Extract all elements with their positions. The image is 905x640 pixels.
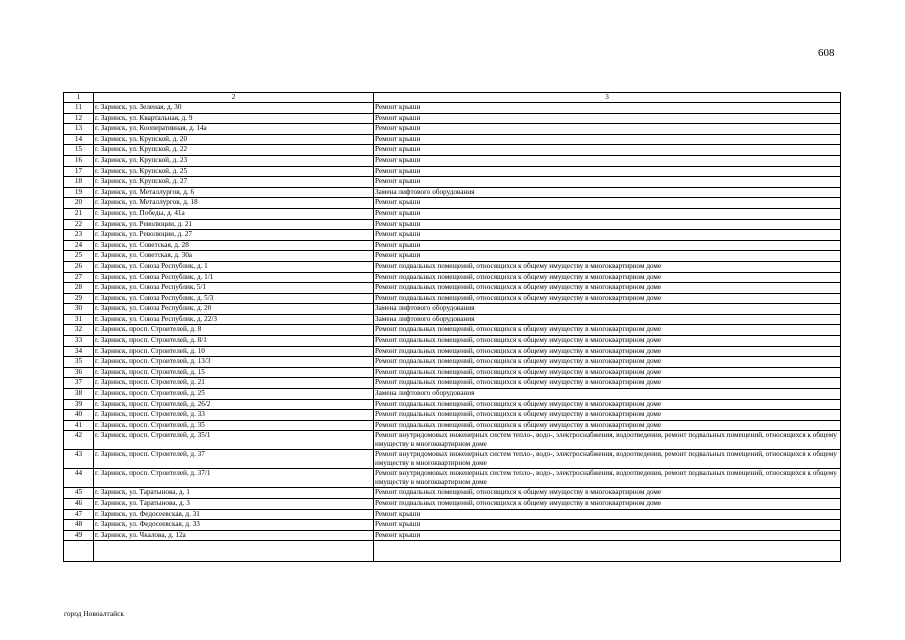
row-address: г. Заринск, ул. Союза Республик, д. 5/3 xyxy=(94,293,374,304)
table-row xyxy=(64,325,841,336)
row-work-type: Ремонт подвальных помещений, относящихся к общему имуществу в многоквартирном доме xyxy=(374,499,841,510)
empty-cell xyxy=(374,541,841,562)
row-work-type: Ремонт крыши xyxy=(374,530,841,541)
row-work-type: Ремонт внутридомовых инженерных систем тепло-, водо-, электроснабжения, водоотведения, ремонт подвальных помещений, относящихся к общему имуществу в многоквартирном доме xyxy=(374,450,841,469)
row-number: 40 xyxy=(64,410,94,421)
row-number: 42 xyxy=(64,431,94,450)
row-address: г. Заринск, ул. Победы, д. 41а xyxy=(94,208,374,219)
row-address: г. Заринск, ул. Таратынова, д. 1 xyxy=(94,488,374,499)
row-number: 16 xyxy=(64,155,94,166)
row-number: 39 xyxy=(64,399,94,410)
table-row xyxy=(64,124,841,135)
table-row xyxy=(64,283,841,294)
row-address: г. Заринск, ул. Крупской, д. 20 xyxy=(94,134,374,145)
row-address: г. Заринск, ул. Революции, д. 27 xyxy=(94,230,374,241)
row-number: 11 xyxy=(64,103,94,114)
row-work-type: Ремонт крыши xyxy=(374,219,841,230)
row-number: 47 xyxy=(64,509,94,520)
table-row xyxy=(64,103,841,114)
row-number: 22 xyxy=(64,219,94,230)
row-work-type: Ремонт подвальных помещений, относящихся к общему имуществу в многоквартирном доме xyxy=(374,378,841,389)
row-number: 33 xyxy=(64,336,94,347)
row-address: г. Заринск, ул. Крупской, д. 27 xyxy=(94,177,374,188)
row-work-type: Ремонт крыши xyxy=(374,208,841,219)
row-work-type: Ремонт подвальных помещений, относящихся к общему имуществу в многоквартирном доме xyxy=(374,420,841,431)
row-address: г. Заринск, просп. Строителей, д. 8/1 xyxy=(94,336,374,347)
table-row xyxy=(64,520,841,531)
table-row xyxy=(64,208,841,219)
row-number: 46 xyxy=(64,499,94,510)
row-address: г. Заринск, ул. Квартальная, д. 9 xyxy=(94,113,374,124)
table-row xyxy=(64,499,841,510)
header-col-3: 3 xyxy=(374,93,841,103)
row-work-type: Ремонт подвальных помещений, относящихся к общему имуществу в многоквартирном доме xyxy=(374,261,841,272)
row-work-type: Замена лифтового оборудования xyxy=(374,304,841,315)
row-work-type: Ремонт крыши xyxy=(374,113,841,124)
table-row xyxy=(64,134,841,145)
row-work-type: Ремонт подвальных помещений, относящихся к общему имуществу в многоквартирном доме xyxy=(374,336,841,347)
row-work-type: Ремонт подвальных помещений, относящихся к общему имуществу в многоквартирном доме xyxy=(374,283,841,294)
row-address: г. Заринск, просп. Строителей, д. 13/3 xyxy=(94,357,374,368)
row-work-type: Ремонт крыши xyxy=(374,230,841,241)
row-number: 26 xyxy=(64,261,94,272)
row-address: г. Заринск, просп. Строителей, д. 15 xyxy=(94,367,374,378)
row-number: 15 xyxy=(64,145,94,156)
row-address: г. Заринск, ул. Федосеевская, д. 31 xyxy=(94,509,374,520)
row-address: г. Заринск, ул. Федосеевская, д. 33 xyxy=(94,520,374,531)
row-address: г. Заринск, ул. Союза Республик, д. 1/1 xyxy=(94,272,374,283)
row-work-type: Ремонт крыши xyxy=(374,240,841,251)
row-work-type: Ремонт подвальных помещений, относящихся к общему имуществу в многоквартирном доме xyxy=(374,293,841,304)
row-address: г. Заринск, просп. Строителей, д. 10 xyxy=(94,346,374,357)
table-row xyxy=(64,145,841,156)
table-row xyxy=(64,488,841,499)
row-work-type: Замена лифтового оборудования xyxy=(374,389,841,400)
table-row xyxy=(64,420,841,431)
table-row xyxy=(64,530,841,541)
row-work-type: Ремонт крыши xyxy=(374,103,841,114)
row-work-type: Ремонт подвальных помещений, относящихся к общему имуществу в многоквартирном доме xyxy=(374,488,841,499)
row-address: г. Заринск, ул. Советская, д. 30а xyxy=(94,251,374,262)
row-number: 28 xyxy=(64,283,94,294)
header-col-1: 1 xyxy=(64,93,94,103)
row-work-type: Ремонт подвальных помещений, относящихся к общему имуществу в многоквартирном доме xyxy=(374,272,841,283)
row-work-type: Ремонт крыши xyxy=(374,251,841,262)
table-row xyxy=(64,272,841,283)
row-number: 31 xyxy=(64,314,94,325)
row-work-type: Ремонт крыши xyxy=(374,509,841,520)
table-row xyxy=(64,336,841,347)
row-work-type: Ремонт крыши xyxy=(374,166,841,177)
row-address: г. Заринск, ул. Союза Республик, д. 22/3 xyxy=(94,314,374,325)
row-work-type: Ремонт крыши xyxy=(374,177,841,188)
row-address: г. Заринск, ул. Крупской, д. 23 xyxy=(94,155,374,166)
table-row xyxy=(64,261,841,272)
row-address: г. Заринск, ул. Крупской, д. 25 xyxy=(94,166,374,177)
table-row xyxy=(64,431,841,450)
row-work-type: Ремонт подвальных помещений, относящихся к общему имуществу в многоквартирном доме xyxy=(374,399,841,410)
row-number: 34 xyxy=(64,346,94,357)
row-number: 29 xyxy=(64,293,94,304)
table-row xyxy=(64,389,841,400)
row-work-type: Замена лифтового оборудования xyxy=(374,314,841,325)
row-work-type: Замена лифтового оборудования xyxy=(374,187,841,198)
row-address: г. Заринск, ул. Революции, д. 21 xyxy=(94,219,374,230)
table-row xyxy=(64,410,841,421)
table-row xyxy=(64,230,841,241)
table-row xyxy=(64,166,841,177)
row-address: г. Заринск, просп. Строителей, д. 33 xyxy=(94,410,374,421)
row-address: г. Заринск, ул. Крупской, д. 22 xyxy=(94,145,374,156)
row-number: 45 xyxy=(64,488,94,499)
table-row xyxy=(64,240,841,251)
row-number: 41 xyxy=(64,420,94,431)
row-number: 21 xyxy=(64,208,94,219)
table-row xyxy=(64,357,841,368)
row-address: г. Заринск, ул. Зеленая, д. 30 xyxy=(94,103,374,114)
row-number: 49 xyxy=(64,530,94,541)
table-row xyxy=(64,155,841,166)
row-work-type: Ремонт подвальных помещений, относящихся к общему имуществу в многоквартирном доме xyxy=(374,367,841,378)
empty-cell xyxy=(94,541,374,562)
repair-register-table xyxy=(63,92,841,562)
row-address: г. Заринск, просп. Строителей, д. 35/1 xyxy=(94,431,374,450)
row-work-type: Ремонт крыши xyxy=(374,145,841,156)
row-work-type: Ремонт крыши xyxy=(374,134,841,145)
row-address: г. Заринск, просп. Строителей, д. 21 xyxy=(94,378,374,389)
row-number: 23 xyxy=(64,230,94,241)
row-address: г. Заринск, ул. Чкалова, д. 12а xyxy=(94,530,374,541)
row-number: 36 xyxy=(64,367,94,378)
table-row xyxy=(64,251,841,262)
row-work-type: Ремонт подвальных помещений, относящихся к общему имуществу в многоквартирном доме xyxy=(374,357,841,368)
row-work-type: Ремонт внутридомовых инженерных систем тепло-, водо-, электроснабжения, водоотведения, ремонт подвальных помещений, относящихся к общему имуществу в многоквартирном доме xyxy=(374,431,841,450)
row-address: г. Заринск, ул. Металлургов, д. 18 xyxy=(94,198,374,209)
row-number: 30 xyxy=(64,304,94,315)
table-row xyxy=(64,450,841,469)
row-number: 24 xyxy=(64,240,94,251)
row-address: г. Заринск, ул. Союза Республик, д. 20 xyxy=(94,304,374,315)
row-number: 20 xyxy=(64,198,94,209)
row-address: г. Заринск, просп. Строителей, д. 8 xyxy=(94,325,374,336)
row-number: 18 xyxy=(64,177,94,188)
header-col-2: 2 xyxy=(94,93,374,103)
row-address: г. Заринск, ул. Союза Республик, д. 1 xyxy=(94,261,374,272)
row-number: 38 xyxy=(64,389,94,400)
table-row xyxy=(64,399,841,410)
row-number: 48 xyxy=(64,520,94,531)
table-row xyxy=(64,113,841,124)
table-row xyxy=(64,367,841,378)
row-number: 14 xyxy=(64,134,94,145)
row-number: 25 xyxy=(64,251,94,262)
row-address: г. Заринск, ул. Металлургов, д. 6 xyxy=(94,187,374,198)
empty-cell xyxy=(64,541,94,562)
row-number: 12 xyxy=(64,113,94,124)
row-number: 35 xyxy=(64,357,94,368)
row-work-type: Ремонт подвальных помещений, относящихся к общему имуществу в многоквартирном доме xyxy=(374,410,841,421)
row-address: г. Заринск, ул. Кооперативная, д. 14а xyxy=(94,124,374,135)
table-row xyxy=(64,177,841,188)
row-work-type: Ремонт крыши xyxy=(374,198,841,209)
row-address: г. Заринск, просп. Строителей, д. 25 xyxy=(94,389,374,400)
table-row xyxy=(64,314,841,325)
row-number: 44 xyxy=(64,469,94,488)
row-work-type: Ремонт внутридомовых инженерных систем тепло-, водо-, электроснабжения, водоотведения, ремонт подвальных помещений, относящихся к общему имуществу в многоквартирном доме xyxy=(374,469,841,488)
row-address: г. Заринск, просп. Строителей, д. 37/1 xyxy=(94,469,374,488)
row-work-type: Ремонт крыши xyxy=(374,155,841,166)
table-row xyxy=(64,509,841,520)
row-work-type: Ремонт крыши xyxy=(374,124,841,135)
row-number: 32 xyxy=(64,325,94,336)
table-row xyxy=(64,378,841,389)
row-address: г. Заринск, просп. Строителей, д. 37 xyxy=(94,450,374,469)
page-number: 608 xyxy=(818,47,835,59)
table-header-row xyxy=(64,93,841,103)
row-number: 37 xyxy=(64,378,94,389)
row-number: 19 xyxy=(64,187,94,198)
table-row xyxy=(64,293,841,304)
row-address: г. Заринск, ул. Таратынова, д. 3 xyxy=(94,499,374,510)
row-address: г. Заринск, просп. Строителей, д. 35 xyxy=(94,420,374,431)
row-work-type: Ремонт подвальных помещений, относящихся к общему имуществу в многоквартирном доме xyxy=(374,325,841,336)
row-address: г. Заринск, просп. Строителей, д. 26/2 xyxy=(94,399,374,410)
row-work-type: Ремонт крыши xyxy=(374,520,841,531)
table-row xyxy=(64,198,841,209)
row-address: г. Заринск, ул. Союза Республик, 5/1 xyxy=(94,283,374,294)
row-number: 43 xyxy=(64,450,94,469)
table-row xyxy=(64,346,841,357)
row-address: г. Заринск, ул. Советская, д. 28 xyxy=(94,240,374,251)
row-number: 17 xyxy=(64,166,94,177)
footer-city-label: город Новоалтайск xyxy=(64,609,124,618)
row-number: 27 xyxy=(64,272,94,283)
row-work-type: Ремонт подвальных помещений, относящихся к общему имуществу в многоквартирном доме xyxy=(374,346,841,357)
table-empty-row xyxy=(64,541,841,562)
table-row xyxy=(64,469,841,488)
table-row xyxy=(64,219,841,230)
row-number: 13 xyxy=(64,124,94,135)
table-row xyxy=(64,304,841,315)
table-row xyxy=(64,187,841,198)
